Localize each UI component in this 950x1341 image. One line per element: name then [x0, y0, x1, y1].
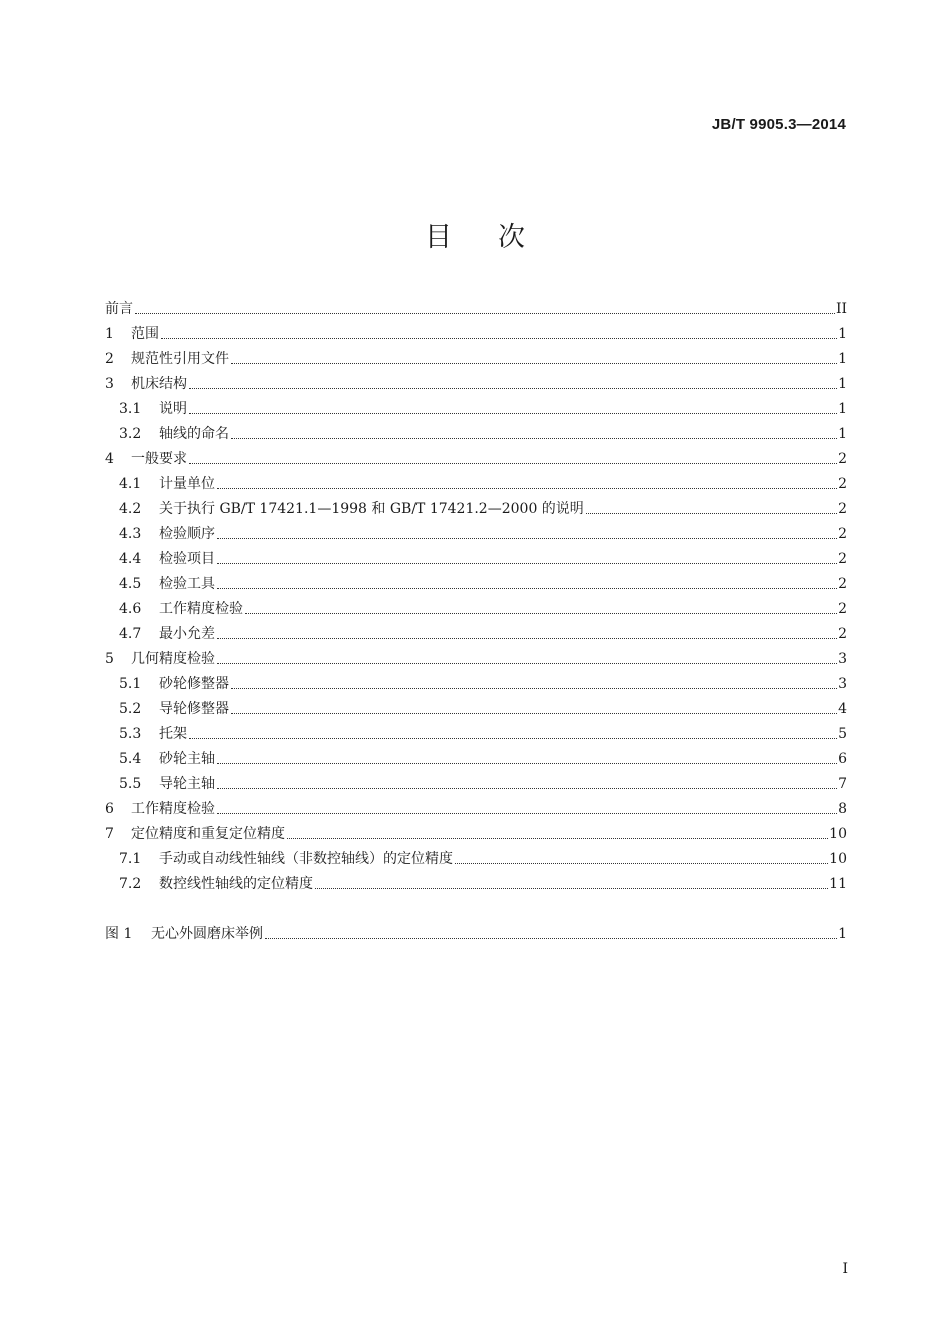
toc-entry[interactable] — [105, 343, 847, 368]
entry-title: 几何精度检验 — [131, 651, 215, 667]
toc-entry[interactable] — [105, 643, 847, 668]
entry-title: 轴线的命名 — [159, 426, 229, 442]
toc-entry[interactable] — [105, 393, 847, 418]
entry-number: 4.3 — [119, 526, 142, 542]
entry-title: 计量单位 — [159, 476, 215, 492]
toc-entry[interactable] — [105, 793, 847, 818]
entry-page: 10 — [829, 826, 847, 842]
dot-leader — [189, 388, 837, 389]
dot-leader — [231, 438, 837, 439]
toc-entry[interactable] — [105, 768, 847, 793]
dot-leader — [245, 613, 837, 614]
toc-entry[interactable] — [105, 843, 847, 868]
figure-entry[interactable] — [105, 918, 847, 943]
entry-page: 7 — [838, 776, 847, 792]
entry-page: 2 — [838, 626, 847, 642]
entry-page: 10 — [829, 851, 847, 867]
dot-leader — [287, 838, 828, 839]
dot-leader — [189, 738, 837, 739]
toc-entry[interactable] — [105, 718, 847, 743]
entry-page: 1 — [838, 401, 847, 417]
entry-page: 2 — [838, 551, 847, 567]
entry-number: 3.1 — [119, 401, 142, 417]
entry-title: 检验工具 — [159, 576, 215, 592]
toc-entry[interactable] — [105, 693, 847, 718]
dot-leader — [315, 888, 828, 889]
dot-leader — [217, 488, 837, 489]
entry-number: 5.4 — [119, 751, 142, 767]
dot-leader — [217, 763, 837, 764]
entry-number: 4.4 — [119, 551, 142, 567]
page-title: 目次 — [425, 222, 571, 253]
toc-entry[interactable] — [105, 493, 847, 518]
dot-leader — [231, 688, 837, 689]
entry-page: 3 — [838, 676, 847, 692]
entry-title: 导轮主轴 — [159, 776, 215, 792]
entry-title: 数控线性轴线的定位精度 — [159, 876, 313, 892]
entry-number: 7 — [105, 826, 114, 842]
entry-title: 砂轮主轴 — [159, 751, 215, 767]
entry-page: 1 — [838, 376, 847, 392]
entry-number: 7.2 — [119, 876, 142, 892]
dot-leader — [217, 588, 837, 589]
dot-leader — [231, 363, 837, 364]
entry-number: 7.1 — [119, 851, 142, 867]
dot-leader — [189, 463, 837, 464]
toc-entry[interactable] — [105, 868, 847, 893]
entry-page: 5 — [838, 726, 847, 742]
entry-title: 机床结构 — [131, 376, 187, 392]
entry-title: 范围 — [131, 326, 159, 342]
dot-leader — [217, 638, 837, 639]
standard-code: JB/T 9905.3—2014 — [711, 116, 846, 133]
entry-page: II — [835, 301, 847, 317]
entry-number: 图 1 — [105, 926, 133, 942]
toc-entry[interactable] — [105, 818, 847, 843]
toc-entry[interactable] — [105, 443, 847, 468]
entry-title: 定位精度和重复定位精度 — [131, 826, 285, 842]
entry-number: 2 — [105, 351, 114, 367]
toc-entry[interactable] — [105, 518, 847, 543]
entry-page: 2 — [838, 476, 847, 492]
entry-title: 工作精度检验 — [131, 801, 215, 817]
entry-number: 5.2 — [119, 701, 142, 717]
entry-number: 4.6 — [119, 601, 142, 617]
dot-leader — [217, 563, 837, 564]
dot-leader — [161, 338, 837, 339]
section-gap — [105, 893, 847, 918]
toc-entry[interactable] — [105, 568, 847, 593]
entry-title: 托架 — [159, 726, 187, 742]
entry-page: 3 — [838, 651, 847, 667]
entry-title: 检验顺序 — [159, 526, 215, 542]
entry-number: 5.1 — [119, 676, 142, 692]
toc-entry[interactable] — [105, 593, 847, 618]
toc-entry[interactable] — [105, 368, 847, 393]
entry-title: 砂轮修整器 — [159, 676, 229, 692]
entry-title: 无心外圆磨床举例 — [151, 926, 263, 942]
entry-page: 1 — [838, 926, 847, 942]
entry-title: 一般要求 — [131, 451, 187, 467]
dot-leader — [265, 938, 837, 939]
dot-leader — [189, 413, 837, 414]
toc-entry[interactable] — [105, 618, 847, 643]
entry-number: 5.5 — [119, 776, 142, 792]
entry-page: 11 — [829, 876, 847, 892]
toc-entry[interactable] — [105, 743, 847, 768]
entry-number: 4.1 — [119, 476, 142, 492]
entry-title: 关于执行 GB/T 17421.1—1998 和 GB/T 17421.2—2000 的说明 — [159, 501, 584, 517]
toc-entry[interactable] — [105, 293, 847, 318]
entry-number: 4.2 — [119, 501, 142, 517]
dot-leader — [217, 538, 837, 539]
entry-title: 最小允差 — [159, 626, 215, 642]
entry-number: 1 — [105, 326, 114, 342]
entry-number: 4.5 — [119, 576, 142, 592]
dot-leader — [217, 663, 837, 664]
dot-leader — [455, 863, 828, 864]
entry-title: 前言 — [105, 301, 133, 317]
entry-title: 手动或自动线性轴线（非数控轴线）的定位精度 — [159, 851, 453, 867]
entry-number: 4 — [105, 451, 114, 467]
entry-title: 检验项目 — [159, 551, 215, 567]
toc-entry[interactable] — [105, 668, 847, 693]
entry-title: 导轮修整器 — [159, 701, 229, 717]
toc-entry[interactable] — [105, 418, 847, 443]
entry-page: 2 — [838, 501, 847, 517]
entry-page: 2 — [838, 601, 847, 617]
entry-title: 说明 — [159, 401, 187, 417]
entry-page: 2 — [838, 451, 847, 467]
entry-page: 8 — [838, 801, 847, 817]
entry-number: 5 — [105, 651, 114, 667]
dot-leader — [217, 813, 837, 814]
entry-number: 3 — [105, 376, 114, 392]
dot-leader — [217, 788, 837, 789]
table-of-contents — [105, 293, 847, 943]
entry-number: 4.7 — [119, 626, 142, 642]
entry-title: 工作精度检验 — [159, 601, 243, 617]
toc-entry[interactable] — [105, 318, 847, 343]
entry-page: 2 — [838, 576, 847, 592]
entry-title: 规范性引用文件 — [131, 351, 229, 367]
dot-leader — [135, 313, 835, 314]
entry-page: 1 — [838, 351, 847, 367]
toc-entry[interactable] — [105, 468, 847, 493]
entry-page: 1 — [838, 326, 847, 342]
entry-number: 6 — [105, 801, 114, 817]
dot-leader — [586, 513, 837, 514]
entry-page: 1 — [838, 426, 847, 442]
entry-number: 3.2 — [119, 426, 142, 442]
entry-page: 4 — [838, 701, 847, 717]
toc-entry[interactable] — [105, 543, 847, 568]
page-number: I — [842, 1261, 848, 1277]
entry-page: 2 — [838, 526, 847, 542]
dot-leader — [231, 713, 837, 714]
entry-page: 6 — [838, 751, 847, 767]
entry-number: 5.3 — [119, 726, 142, 742]
